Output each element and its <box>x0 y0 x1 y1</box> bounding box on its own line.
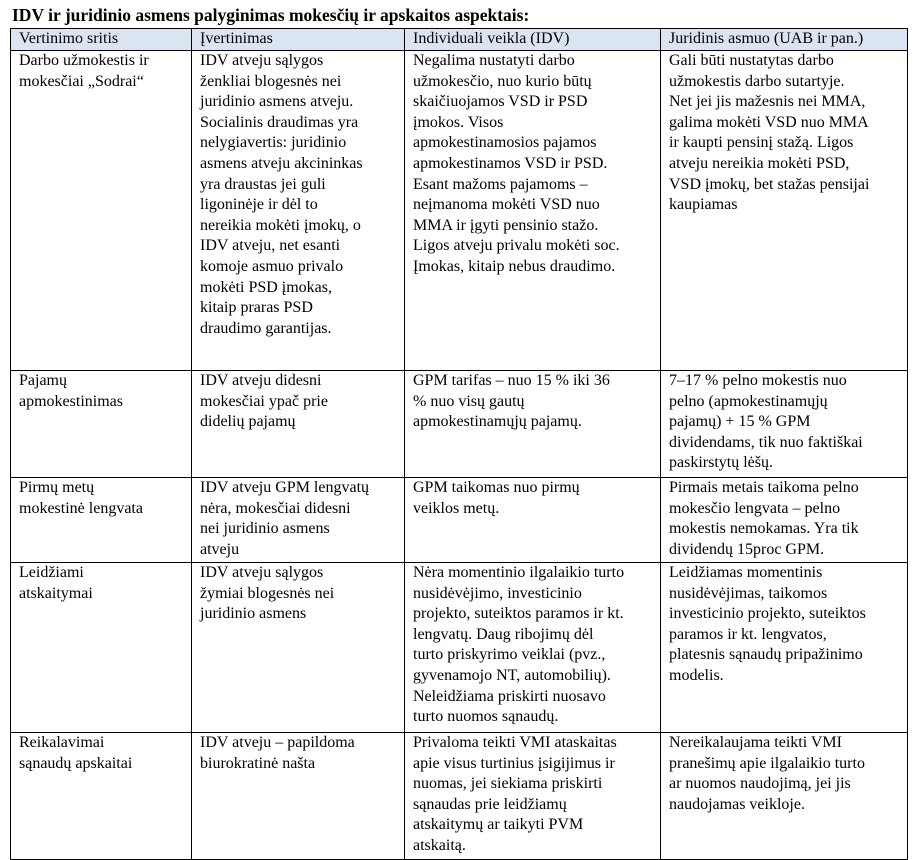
table-row <box>11 51 908 371</box>
cell-area <box>11 371 192 478</box>
cell-idv <box>405 51 661 371</box>
cell-text: Darbo užmokestis ir mokesčiai „Sodrai“ <box>19 52 149 90</box>
cell-text: Pirmais metais taikoma pelno mokesčio lengvata – pelno mokestis nemokamas. Yra tik dividendų 15proc GPM. <box>669 479 859 558</box>
cell-text: 7–17 % pelno mokestis nuo pelno (apmokestinamųjų pajamų) + 15 % GPM dividendams, tik nuo faktiškai paskirstytų lėšų. <box>669 372 863 472</box>
cell-text: IDV atveju sąlygos žymiai blogesnės nei juridinio asmens <box>200 564 335 623</box>
cell-text: IDV atveju sąlygos ženkliai blogesnės nei juridinio asmens atveju. Socialinis draudimas yra nelygiavertis: juridinio asmens atveju akcininkas yra draustas jei guli ligoninėje ir dėl to nereikia mokėti įmokų, o IDV atveju, net esanti komoje asmuo privalo mokėti PSD įmokas, kitaip praras PSD draudimo garantijas. <box>200 52 363 337</box>
cell-area <box>11 733 192 860</box>
cell-assessment <box>192 478 405 563</box>
cell-idv <box>405 733 661 860</box>
cell-legal-entity <box>661 51 908 371</box>
cell-text: Leidžiami atskaitymai <box>19 564 93 602</box>
table-row <box>11 478 908 563</box>
cell-assessment <box>192 733 405 860</box>
header-row <box>11 29 908 51</box>
cell-area <box>11 51 192 371</box>
cell-assessment <box>192 51 405 371</box>
cell-assessment <box>192 371 405 478</box>
cell-idv <box>405 563 661 733</box>
cell-assessment <box>192 563 405 733</box>
header-legal-entity: Juridinis asmuo (UAB ir pan.) <box>661 29 908 51</box>
cell-text: IDV atveju – papildoma biurokratinė našta <box>200 734 355 772</box>
cell-legal-entity <box>661 563 908 733</box>
cell-text: IDV atveju didesni mokesčiai ypač prie didelių pajamų <box>200 372 328 431</box>
cell-text: Privaloma teikti VMI ataskaitas apie visus turtinius įsigijimus ir nuomas, jei siekiama priskirti sąnaudas prie leidžiamų atskaitymų ar taikyti PVM atskaitą. <box>413 734 617 854</box>
cell-text: Pirmų metų mokestinė lengvata <box>19 479 143 517</box>
document-title: IDV ir juridinio asmens palyginimas mokesčių ir apskaitos aspektais: <box>12 5 530 25</box>
cell-legal-entity <box>661 371 908 478</box>
table-row <box>11 371 908 478</box>
cell-text: Pajamų apmokestinimas <box>19 372 123 410</box>
table-row <box>11 563 908 733</box>
header-assessment: Įvertinimas <box>192 29 405 51</box>
cell-text: Nereikalaujama teikti VMI pranešimų apie ilgalaikio turto ar nuomos naudojimą, jei jis naudojamas veikloje. <box>669 734 865 813</box>
comparison-table <box>10 28 908 860</box>
cell-legal-entity <box>661 478 908 563</box>
cell-area <box>11 563 192 733</box>
cell-legal-entity <box>661 733 908 860</box>
header-individual-activity: Individuali veikla (IDV) <box>405 29 661 51</box>
cell-text: Leidžiamas momentinis nusidėvėjimas, taikomos investicinio projekto, suteiktos paramos ir kt. lengvatos, platesnis sąnaudų pripažinimo modelis. <box>669 564 866 684</box>
cell-idv <box>405 371 661 478</box>
table-header <box>11 29 908 51</box>
cell-idv <box>405 478 661 563</box>
cell-text: IDV atveju GPM lengvatų nėra, mokesčiai didesni nei juridinio asmens atveju <box>200 479 370 558</box>
table-row <box>11 733 908 860</box>
header-evaluation-area: Vertinimo sritis <box>11 29 192 51</box>
cell-text: GPM tarifas – nuo 15 % iki 36 % nuo visų gautų apmokestinamųjų pajamų. <box>413 372 610 431</box>
table-body <box>11 51 908 860</box>
cell-text: GPM taikomas nuo pirmų veiklos metų. <box>413 479 580 517</box>
cell-text: Nėra momentinio ilgalaikio turto nusidėvėjimo, investicinio projekto, suteiktos paramos ir kt. lengvatų. Daug ribojimų dėl turto priskyrimo veiklai (pvz., gyvenamojo NT, automobilių). Neleidžiama priskirti nuosavo turto nuomos sąnaudų. <box>413 564 625 726</box>
cell-text: Reikalavimai sąnaudų apskaitai <box>19 734 133 772</box>
cell-text: Gali būti nustatytas darbo užmokestis darbo sutartyje. Net jei jis mažesnis nei MMA, galima mokėti VSD nuo MMA ir kaupti pensinį stažą. Ligos atveju nereikia mokėti PSD, VSD įmokų, bet stažas pensijai kaupiamas <box>669 52 870 214</box>
cell-text: Negalima nustatyti darbo užmokesčio, nuo kurio būtų skaičiuojamos VSD ir PSD įmokos. Visos apmokestinamosios pajamos apmokestinamos VSD ir PSD. Esant mažoms pajamoms – neįmanoma mokėti VSD nuo MMA ir įgyti pensinio stažo. Ligos atveju privalu mokėti soc. Įmokas, kitaip nebus draudimo. <box>413 52 620 275</box>
cell-area <box>11 478 192 563</box>
